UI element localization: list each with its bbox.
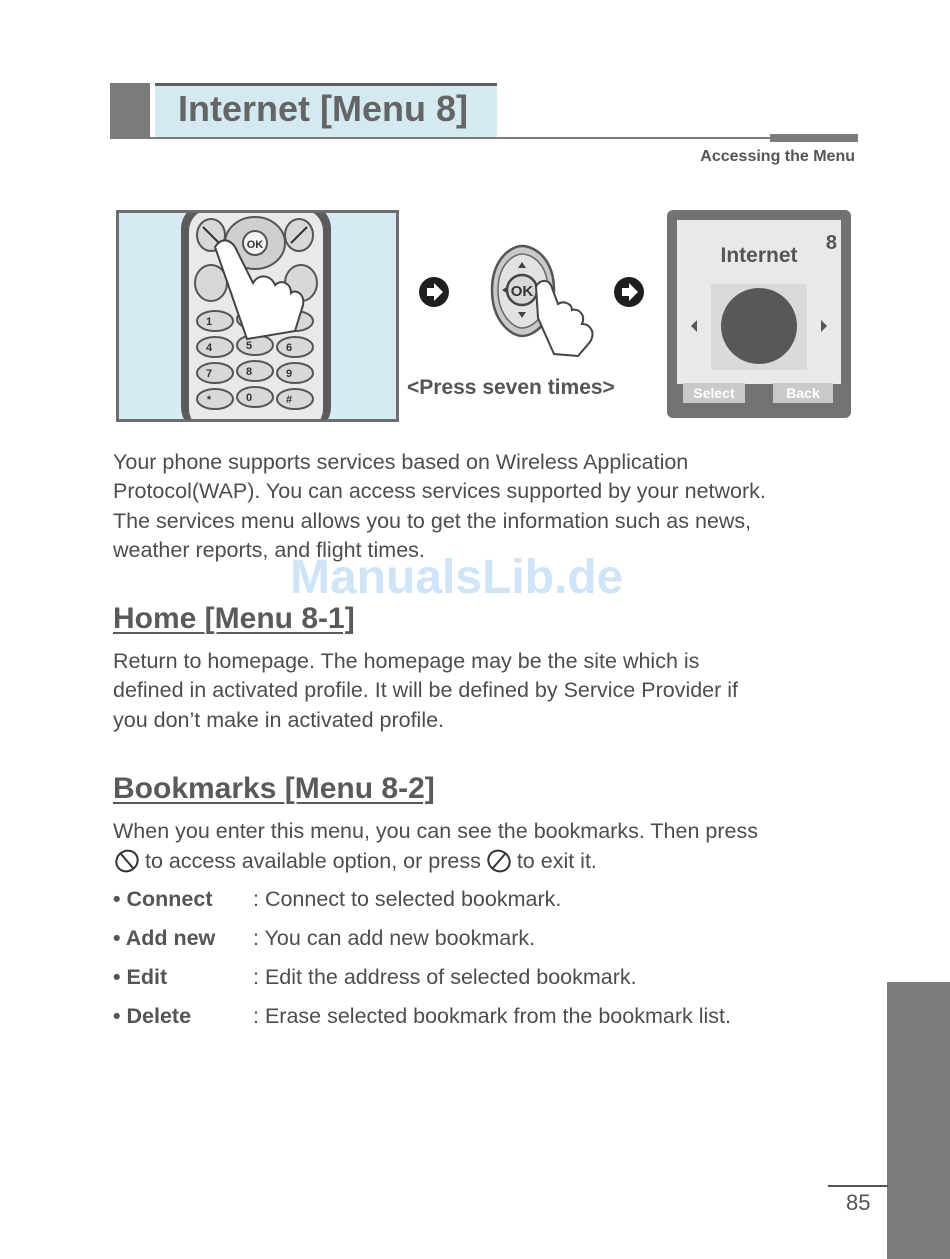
back-softkey: Back [773, 383, 833, 403]
bookmark-option-add-new [113, 926, 535, 951]
bookmark-option-delete [113, 1004, 731, 1029]
header-rule [110, 137, 858, 139]
bookmark-option-connect [113, 887, 561, 912]
header-marker [110, 83, 150, 138]
section-subtitle: Accessing the Menu [700, 148, 855, 165]
svg-text:4: 4 [205, 342, 213, 354]
svg-text:6: 6 [285, 342, 293, 354]
watermark: ManualsLib.de [290, 551, 624, 604]
pointing-hand-icon [536, 281, 592, 356]
left-softkey-icon [113, 846, 141, 874]
bookmarks-paragraph [113, 817, 758, 876]
chapter-side-tab [887, 982, 950, 1259]
option-desc: : Connect to selected bookmark. [253, 887, 562, 911]
phone-keypad-illustration [116, 210, 399, 422]
screen-title: Internet [720, 244, 798, 267]
svg-text:7: 7 [205, 368, 213, 380]
bookmarks-heading: Bookmarks [Menu 8-2] [113, 772, 435, 805]
arrow-right-icon [613, 276, 645, 308]
footer-rule [828, 1185, 888, 1187]
page-number: 85 [846, 1190, 871, 1215]
phone-screen [667, 210, 851, 418]
keypad-ok-label: OK [246, 239, 264, 251]
option-term: • Connect [113, 887, 213, 911]
intro-line: weather reports, and flight times. [113, 537, 425, 562]
bookmarks-line: When you enter this menu, you can see the bookmarks. Then press [113, 819, 758, 843]
intro-paragraph [113, 448, 766, 565]
bookmarks-line [113, 846, 758, 875]
svg-text:5: 5 [245, 340, 253, 352]
menu-number: 8 [825, 232, 837, 254]
svg-text:9: 9 [285, 368, 293, 380]
bookmark-option-edit [113, 965, 637, 990]
internet-globe-icon [687, 282, 831, 372]
intro-line: The services menu allows you to get the information such as news, [113, 508, 752, 533]
option-desc: : Edit the address of selected bookmark. [253, 965, 637, 989]
phone-keypad-drawing [119, 213, 396, 419]
option-term: • Edit [113, 965, 168, 989]
nav-ok-label: OK [510, 283, 534, 300]
header-rule-tab [770, 134, 858, 142]
home-heading: Home [Menu 8-1] [113, 602, 355, 635]
option-desc: : You can add new bookmark. [253, 926, 536, 950]
press-instruction: <Press seven times> [407, 376, 615, 399]
bookmarks-option-text: to access available option, or press [145, 849, 481, 874]
home-line: Return to homepage. The homepage may be the site which is [113, 649, 700, 673]
page-title: Internet [Menu 8] [178, 88, 469, 129]
svg-text:*: * [206, 394, 212, 406]
home-paragraph [113, 647, 738, 735]
home-line: you don’t make in activated profile. [113, 707, 445, 732]
navigation-key-illustration [478, 240, 608, 358]
intro-line: Your phone supports services based on Wireless Application [113, 450, 689, 474]
intro-line: Protocol(WAP). You can access services supported by your network. [113, 479, 766, 504]
bookmarks-exit-text: to exit it. [516, 849, 597, 874]
select-softkey: Select [683, 383, 745, 403]
home-line: defined in activated profile. It will be defined by Service Provider if [113, 678, 739, 703]
arrow-right-icon [418, 276, 450, 308]
svg-text:8: 8 [245, 366, 253, 378]
option-desc: : Erase selected bookmark from the bookmark list. [253, 1004, 731, 1028]
svg-text:1: 1 [205, 316, 213, 328]
svg-text:#: # [285, 394, 293, 406]
right-softkey-icon [485, 846, 513, 874]
option-term: • Delete [113, 1004, 192, 1028]
svg-text:0: 0 [245, 392, 253, 404]
option-term: • Add new [113, 926, 216, 950]
